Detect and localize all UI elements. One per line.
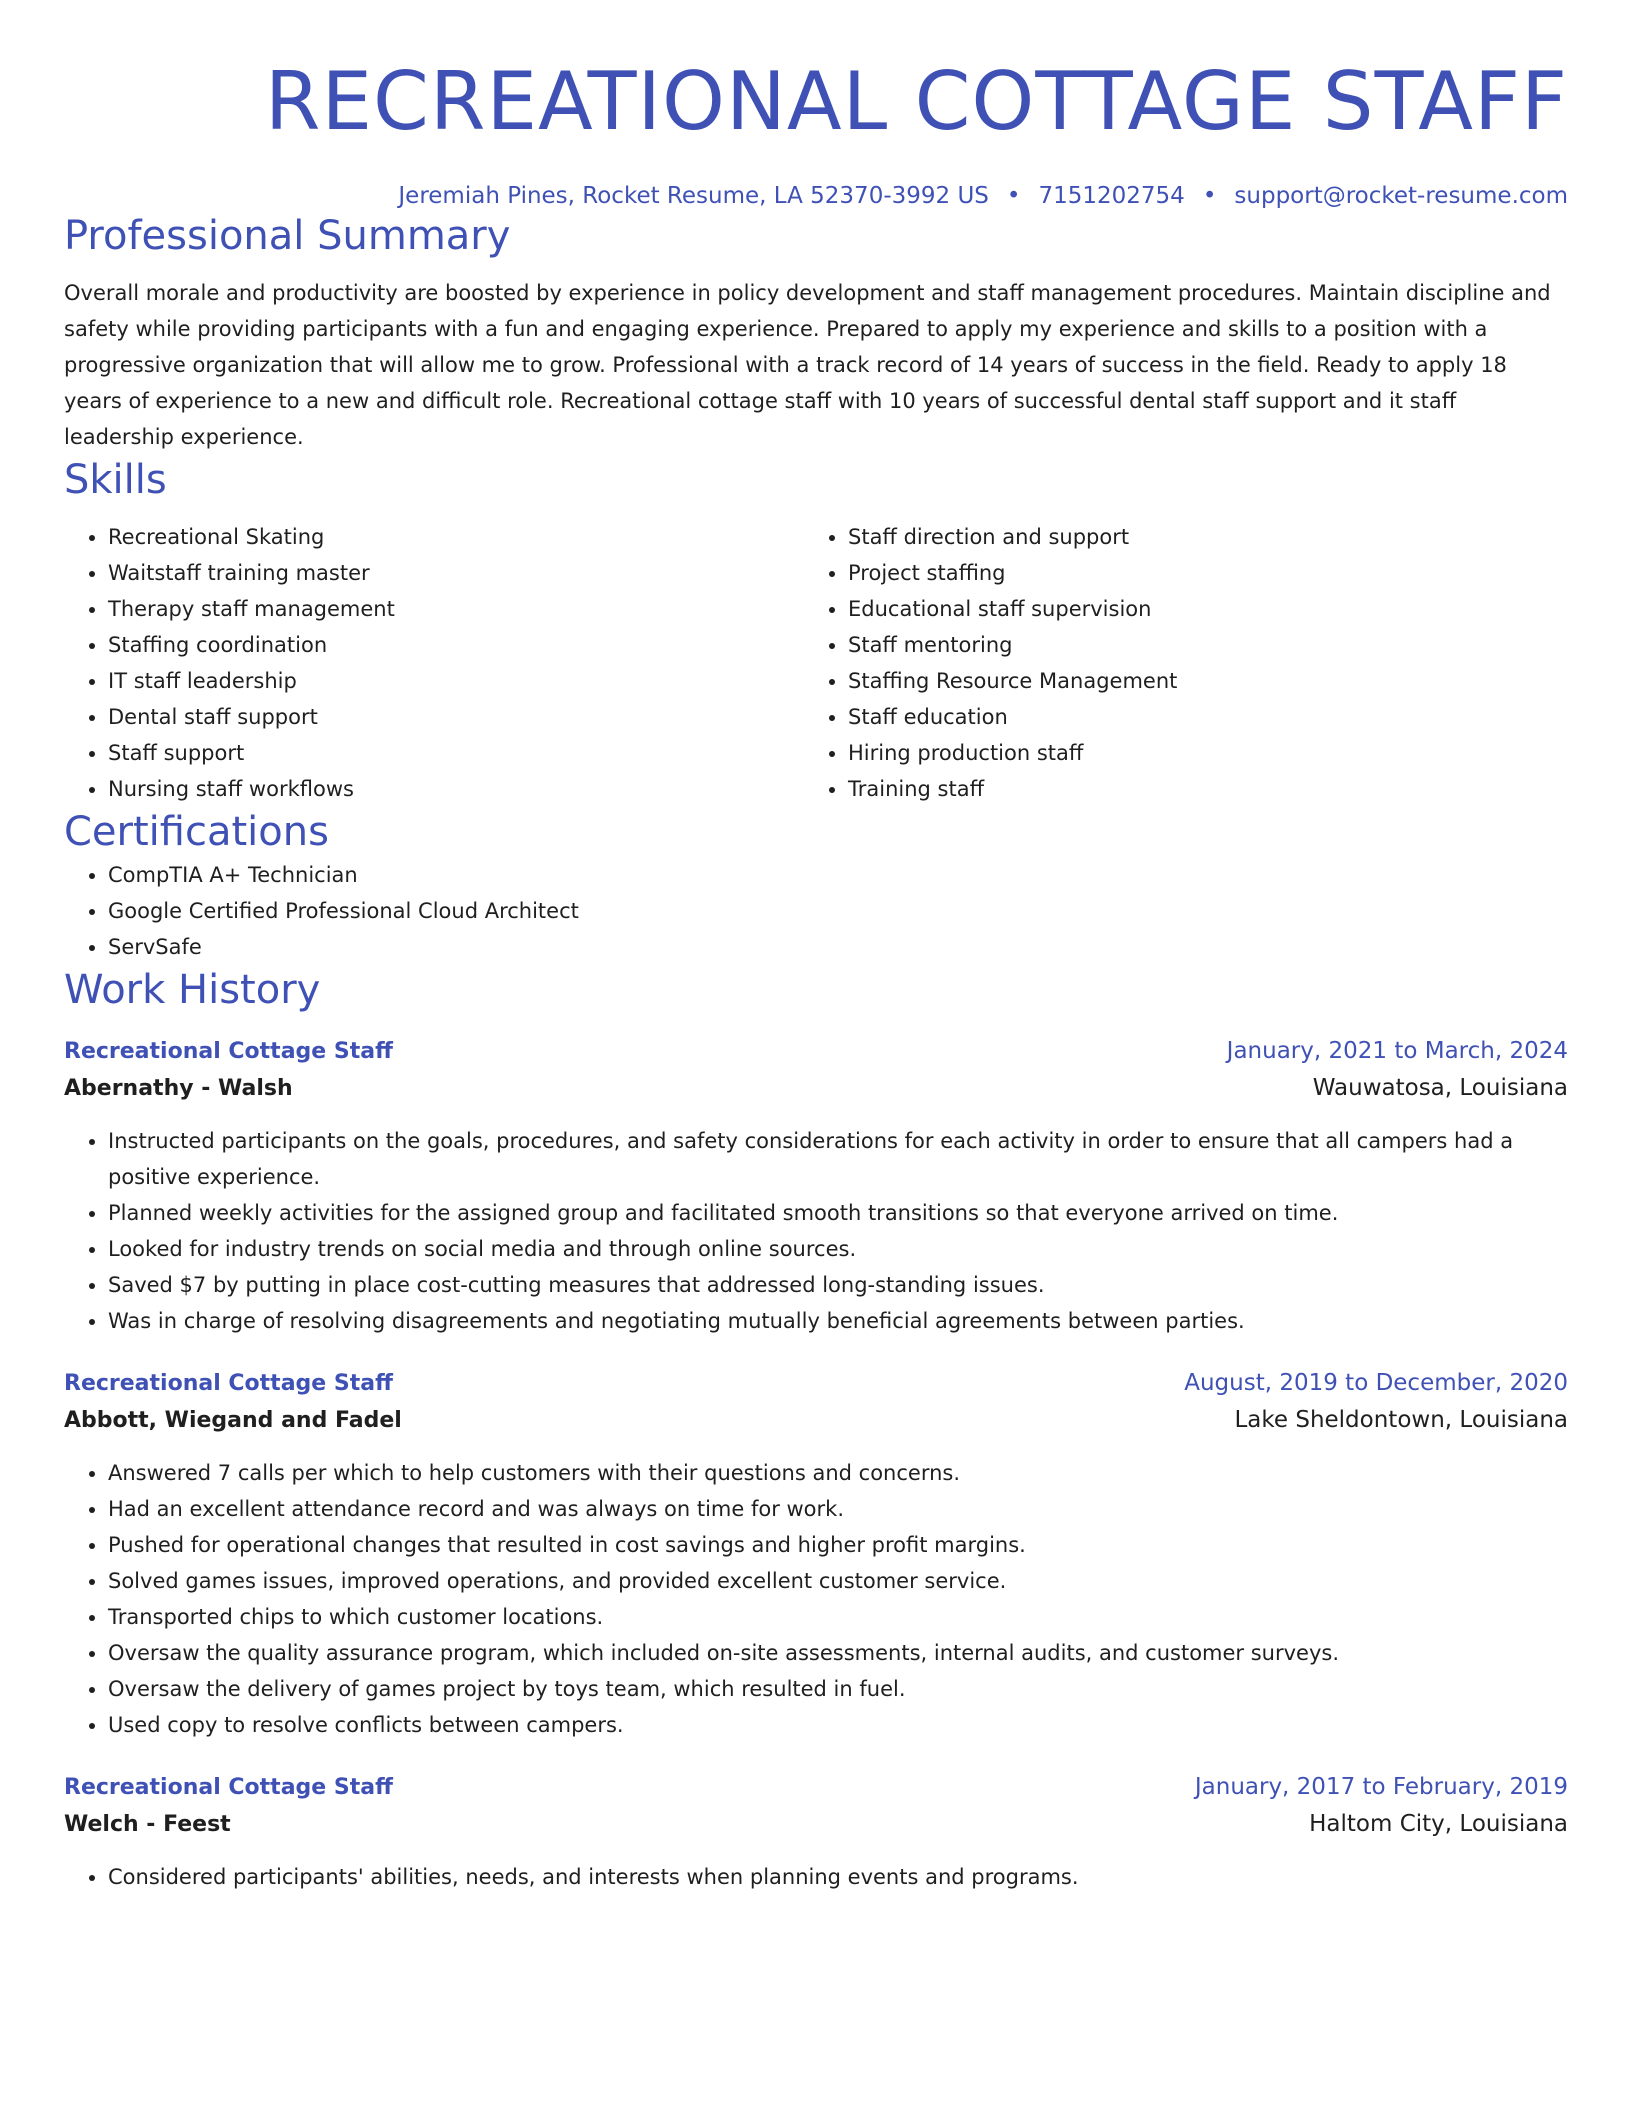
skill-item: • IT staff leadership — [108, 663, 804, 699]
resume-title: RECREATIONAL COTTAGE STAFF — [264, 55, 1568, 148]
skill-item: • Staff direction and support — [848, 519, 1544, 555]
skills-heading: Skills — [64, 457, 167, 503]
job-bullet: • Solved games issues, improved operations, and provided excellent customer service. — [108, 1563, 1568, 1599]
skill-item: • Staffing coordination — [108, 627, 804, 663]
summary-text: Overall morale and productivity are boosted by experience in policy development and staff management procedures. Maintain discipline and safety while providing participants with a fun and engaging experience. Prepared to apply my experience and skills to a position with a progressive organization that will allow me to grow. Professional with a track record of 14 years of success in the field. Ready to apply 18 years of experience to a new and difficult role. Recreational cottage staff with 10 years of successful dental staff support and it staff leadership experience. — [64, 281, 1551, 449]
job-company: Abbott, Wiegand and Fadel — [64, 1408, 402, 1433]
contact-email: support@rocket-resume.com — [1234, 183, 1568, 209]
job-location: Lake Sheldontown, Louisiana — [1234, 1407, 1568, 1433]
job-entry — [64, 1365, 1568, 1743]
skill-item: • Nursing staff workflows — [108, 771, 804, 807]
skill-item: • Staffing Resource Management — [848, 663, 1544, 699]
job-company: Welch - Feest — [64, 1812, 231, 1837]
skill-item: • Training staff — [848, 771, 1544, 807]
job-title: Recreational Cottage Staff — [64, 1039, 393, 1064]
job-title: Recreational Cottage Staff — [64, 1371, 393, 1396]
job-location: Haltom City, Louisiana — [1309, 1811, 1568, 1837]
job-dates: January, 2021 to March, 2024 — [1226, 1038, 1568, 1064]
contact-separator: • — [1202, 183, 1217, 209]
contact-phone: 7151202754 — [1038, 183, 1185, 209]
job-dates: January, 2017 to February, 2019 — [1194, 1774, 1568, 1800]
job-bullet: • Planned weekly activities for the assigned group and facilitated smooth transitions so that everyone arrived on time. — [108, 1195, 1568, 1231]
skill-item: • Staff support — [108, 735, 804, 771]
job-bullet: • Used copy to resolve conflicts between campers. — [108, 1707, 1568, 1743]
work-history-heading: Work History — [64, 967, 321, 1013]
certification-item: • CompTIA A+ Technician — [108, 857, 1568, 893]
job-bullet: • Was in charge of resolving disagreements and negotiating mutually beneficial agreements between parties. — [108, 1303, 1568, 1339]
skill-item: • Staff education — [848, 699, 1544, 735]
skills-column-left — [64, 519, 804, 807]
contact-line — [64, 181, 1568, 211]
job-bullet: • Saved $7 by putting in place cost-cutting measures that addressed long-standing issues. — [108, 1267, 1568, 1303]
job-location: Wauwatosa, Louisiana — [1312, 1075, 1568, 1101]
job-bullet: • Transported chips to which customer locations. — [108, 1599, 1568, 1635]
skills-list — [64, 519, 1568, 807]
job-title: Recreational Cottage Staff — [64, 1775, 393, 1800]
job-bullet: • Instructed participants on the goals, procedures, and safety considerations for each activity in order to ensure that all campers had a positive experience. — [108, 1123, 1568, 1195]
summary-heading: Professional Summary — [64, 213, 511, 259]
job-bullet: • Oversaw the quality assurance program, which included on-site assessments, internal audits, and customer surveys. — [108, 1635, 1568, 1671]
contact-separator: • — [1006, 183, 1021, 209]
job-bullet: • Oversaw the delivery of games project by toys team, which resulted in fuel. — [108, 1671, 1568, 1707]
certification-item: • ServSafe — [108, 929, 1568, 965]
job-company: Abernathy - Walsh — [64, 1076, 293, 1101]
skill-item: • Recreational Skating — [108, 519, 804, 555]
skill-item: • Dental staff support — [108, 699, 804, 735]
job-bullet: • Answered 7 calls per which to help customers with their questions and concerns. — [108, 1455, 1568, 1491]
job-dates: August, 2019 to December, 2020 — [1184, 1370, 1568, 1396]
skill-item: • Therapy staff management — [108, 591, 804, 627]
contact-address: Jeremiah Pines, Rocket Resume, LA 52370-3992 US — [398, 183, 989, 209]
skill-item: • Staff mentoring — [848, 627, 1544, 663]
skill-item: • Educational staff supervision — [848, 591, 1544, 627]
skill-item: • Waitstaff training master — [108, 555, 804, 591]
skills-column-right — [804, 519, 1544, 807]
job-bullet: • Had an excellent attendance record and was always on time for work. — [108, 1491, 1568, 1527]
certifications-list — [64, 857, 1568, 965]
job-bullet: • Pushed for operational changes that resulted in cost savings and higher profit margins. — [108, 1527, 1568, 1563]
skill-item: • Project staffing — [848, 555, 1544, 591]
job-bullet: • Looked for industry trends on social media and through online sources. — [108, 1231, 1568, 1267]
certification-item: • Google Certified Professional Cloud Architect — [108, 893, 1568, 929]
certifications-heading: Certifications — [64, 809, 329, 855]
job-entry — [64, 1033, 1568, 1339]
job-entry — [64, 1769, 1568, 1895]
job-bullet: • Considered participants' abilities, needs, and interests when planning events and programs. — [108, 1859, 1568, 1895]
skill-item: • Hiring production staff — [848, 735, 1544, 771]
